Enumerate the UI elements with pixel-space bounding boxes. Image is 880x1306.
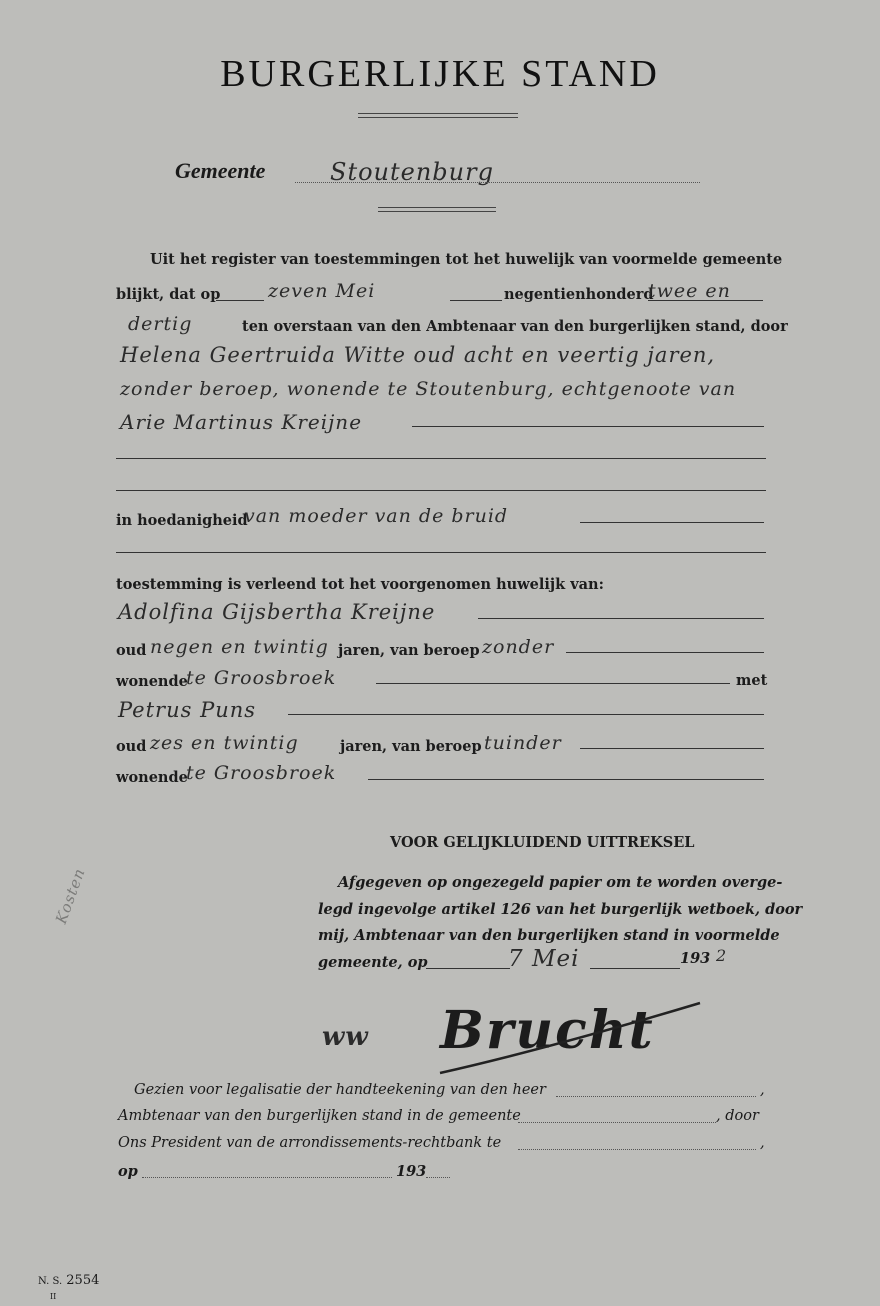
gemeente-rule-2 (378, 211, 496, 212)
groom-wonende-label: wonende (116, 769, 188, 786)
signature-initial: ww (322, 1022, 369, 1052)
person-line3: Arie Martinus Kreijne (120, 410, 363, 434)
year-hand-2: dertig (128, 313, 193, 335)
legalisatie-year: 193 (396, 1163, 427, 1180)
groom-beroep-line (580, 748, 764, 749)
groom-jaren-beroep-label: jaren, van beroep (340, 738, 482, 755)
bride-wonende-line (376, 683, 730, 684)
blank-line-1 (116, 458, 766, 459)
uittreksel-year-hand: 2 (716, 946, 728, 965)
bride-name-line (478, 618, 764, 619)
bride-jaren-beroep-label: jaren, van beroep (338, 642, 480, 659)
bride-age: negen en twintig (150, 636, 329, 658)
date-hand: zeven Mei (268, 280, 376, 302)
groom-wonende-line (368, 779, 764, 780)
blank-line-3 (116, 552, 766, 553)
date-line-a (216, 300, 264, 301)
gemeente-label: Gemeente (175, 158, 266, 183)
legalisatie-dots-1 (556, 1096, 756, 1097)
footer-code-prefix: N. S. (38, 1276, 63, 1287)
uittreksel-line2: legd ingevolge artikel 126 van het burgerlijk wetboek, door (318, 901, 803, 918)
bride-beroep-line (566, 652, 764, 653)
ambtenaar-text: ten overstaan van den Ambtenaar van den burgerlijken stand, door (242, 318, 788, 335)
uittreksel-heading: VOOR GELIJKLUIDEND UITTREKSEL (390, 834, 695, 851)
groom-name: Petrus Puns (118, 698, 257, 722)
title-rule (358, 113, 518, 114)
legalisatie-dots-5 (426, 1177, 450, 1178)
signature-text: Brucht (440, 1000, 655, 1061)
legalisatie-door: , door (716, 1108, 759, 1124)
bride-oud-label: oud (116, 642, 147, 659)
bride-wonende: te Groosbroek (186, 667, 337, 689)
legalisatie-line3: Ons President van de arrondissements-rechtbank te (118, 1135, 502, 1151)
title-rule-2 (358, 117, 518, 118)
signature-flourish (430, 995, 720, 1080)
person-line1: Helena Geertruida Witte oud acht en veertig jaren, (120, 343, 716, 367)
year-line (648, 300, 763, 301)
uittreksel-year: 193 (680, 950, 711, 967)
blijkt-label: blijkt, dat op (116, 286, 221, 303)
negentien-label: negentienhonderd (504, 286, 654, 303)
date-line-b (450, 300, 502, 301)
uittreksel-date-line-a (426, 968, 510, 969)
uittreksel-date-line-b (590, 968, 680, 969)
gemeente-rule (378, 207, 496, 208)
person-line-fill (412, 426, 764, 427)
toestemming-label: toestemming is verleend tot het voorgenomen huwelijk van: (116, 576, 604, 593)
bride-name: Adolfina Gijsbertha Kreijne (118, 600, 436, 624)
gemeente-value: Stoutenburg (330, 158, 494, 186)
document-title: BURGERLIJKE STAND (220, 53, 660, 95)
hoedanigheid-value: van moeder van de bruid (244, 505, 509, 527)
hoedanigheid-line (580, 522, 764, 523)
groom-beroep: tuinder (484, 732, 562, 754)
footer-code (38, 1273, 99, 1288)
legalisatie-comma-3: , (760, 1135, 765, 1151)
groom-age: zes en twintig (150, 732, 299, 754)
margin-note: Kosten (52, 865, 89, 927)
footer-sub: II (50, 1292, 57, 1301)
legalisatie-op: op (118, 1163, 138, 1180)
groom-wonende: te Groosbroek (186, 762, 337, 784)
groom-oud-label: oud (116, 738, 147, 755)
groom-name-line (288, 714, 764, 715)
legalisatie-line2: Ambtenaar van den burgerlijken stand in de gemeente (118, 1108, 521, 1124)
uittreksel-date-hand: 7 Mei (508, 946, 580, 972)
bride-beroep: zonder (482, 636, 555, 658)
blank-line-2 (116, 490, 766, 491)
legalisatie-dots-2 (518, 1122, 716, 1123)
year-hand-1: twee en (648, 280, 731, 302)
met-label: met (736, 672, 768, 689)
gemeente-line (295, 182, 700, 183)
legalisatie-dots-4 (142, 1177, 392, 1178)
uittreksel-line1: Afgegeven op ongezegeld papier om te worden overge- (338, 874, 783, 891)
person-line2: zonder beroep, wonende te Stoutenburg, echtgenoote van (120, 378, 737, 400)
hoedanigheid-label: in hoedanigheid (116, 512, 248, 529)
uittreksel-gemeente-op: gemeente, op (318, 954, 428, 971)
uittreksel-line3: mij, Ambtenaar van den burgerlijken stand in voormelde (318, 927, 780, 944)
legalisatie-dots-3 (518, 1149, 756, 1150)
legalisatie-line1: Gezien voor legalisatie der handteekening van den heer (134, 1082, 546, 1098)
footer-number: 2554 (66, 1273, 100, 1288)
legalisatie-comma-1: , (760, 1082, 765, 1098)
intro-line1: Uit het register van toestemmingen tot het huwelijk van voormelde gemeente (150, 251, 783, 268)
bride-wonende-label: wonende (116, 673, 188, 690)
